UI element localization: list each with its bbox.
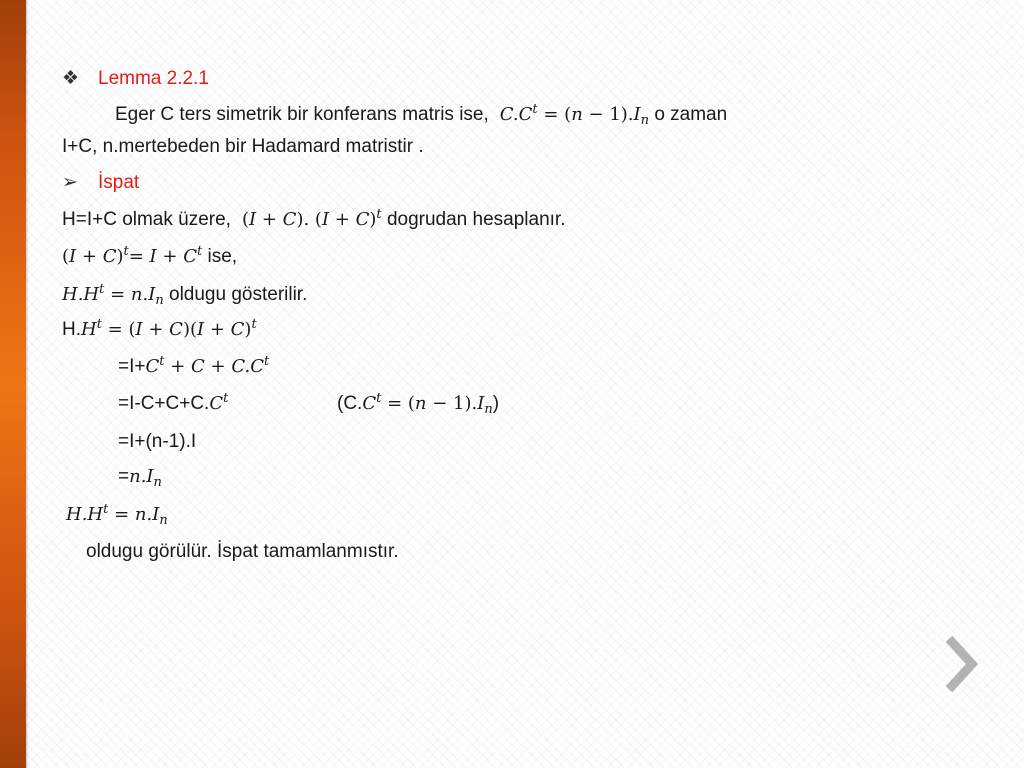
proof-line-3 (62, 208, 565, 232)
lemma-text-b: o zaman (654, 104, 728, 125)
chevron-right-icon (938, 634, 988, 694)
next-slide-button[interactable] (938, 634, 988, 694)
proof-prefix-8: =I-C+C+C. (118, 393, 210, 414)
proof-line-10 (118, 465, 162, 489)
paren-open: (C. (337, 393, 363, 414)
proof-line-5 (62, 283, 307, 307)
proof-line-4 (62, 245, 237, 269)
proof-line-9: =I+(n-1).I (118, 431, 197, 452)
proof-heading (62, 171, 139, 195)
formula-step-1: $C^t + C + C.C^t$ (145, 354, 270, 377)
formula-expand: $H^t = (I + C)(I + C)^t$ (81, 317, 257, 340)
formula-step-4: $n.I_n$ (129, 466, 162, 490)
lemma-text-a: Eger C ters simetrik bir konferans matris ise, (115, 104, 489, 125)
proof-text-3b: dogrudan hesaplanır. (386, 209, 566, 230)
proof-prefix-6: H. (62, 319, 81, 340)
formula-result: $H.H^t = n.I_n$ (66, 502, 168, 528)
proof-prefix-10: = (118, 466, 130, 487)
proof-line-8-note (337, 392, 499, 416)
lemma-title: Lemma 2.2.1 (98, 68, 209, 89)
formula-c-ct: $C.C^t = (n - 1).I_n$ (494, 102, 650, 128)
proof-prefix-7: =I+ (118, 356, 146, 377)
diamond-bullet-icon: ❖ (62, 68, 80, 89)
proof-line-8 (118, 392, 228, 416)
lemma-statement-line-1 (115, 103, 727, 127)
lemma-statement-line-2: I+C, n.mertebeden bir Hadamard matristir . (62, 136, 424, 157)
proof-conclusion: oldugu görülür. İspat tamamlanmıstır. (86, 541, 399, 562)
proof-line-6 (62, 318, 257, 342)
sidebar-shadow (26, 0, 29, 768)
proof-text-4: ise, (207, 246, 238, 267)
lemma-heading (62, 67, 209, 91)
formula-step-2: $C^t$ (209, 391, 229, 414)
proof-text-5: oldugu gösterilir. (169, 284, 308, 305)
formula-h-ht: $H.H^t = n.I_n$ (62, 282, 164, 308)
paren-close: ) (492, 393, 500, 414)
proof-title: İspat (98, 172, 140, 193)
arrow-bullet-icon: ➢ (62, 172, 78, 193)
formula-note: $C^t = (n - 1).I_n$ (362, 391, 493, 417)
formula-product: (I + C). $(I + C)^t$ (241, 207, 382, 230)
orange-sidebar (0, 0, 26, 768)
formula-transpose: $(I + C)^t= I + C^t$ (62, 244, 203, 267)
proof-text-3a: H=I+C olmak üzere, (62, 209, 231, 230)
proof-line-11 (66, 503, 168, 527)
proof-line-7 (118, 355, 269, 379)
